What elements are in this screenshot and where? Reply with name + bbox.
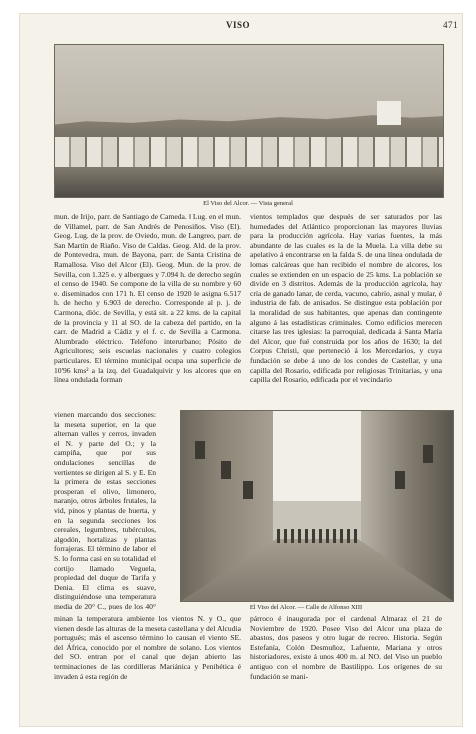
paragraph: minan la temperatura ambiente los vientos N. y O., que vienen desde las alturas de la meseta castellana y del Alcudia portugués; más el ascenso término lo causan el viento SE. del África, conocido por el nombre de solano. Los vientos del SO. entran por el canal que dejan abierto las terminaciones de las cordilleras Mariánica y Penibética é invaden á esta región de [54,614,241,681]
text-column-left [54,212,241,410]
text-column-narrow [54,410,156,610]
street-photo [180,410,454,602]
town-panorama-photo [54,44,444,198]
page-title: VISO [226,20,251,30]
book-page [20,14,462,726]
panorama-caption: El Viso del Alcor. — Vista general [203,200,293,207]
text-bottom-right [250,614,442,724]
paragraph: vienen marcando dos secciones: la meseta superior, en la que alternan valles y cerros, invaden el N. y parte del O.; y la campiña, que por sus ondulaciones sencillas de vertientes se dirigen al S. y E. En la primera de estas secciones prosperan el olivo, limonero, naranjo, otros árboles frutales, la vid, pinos y plantas de huerta, y en la segunda secciones los cereales, legumbres, tubérculos, algodón, hortalizas y plantas forrajeras. El término de labor el S. lo forma casi en su totalidad el cortijo llamado Veguela, propiedad del duque de Tarifa y Denia. El clima es suave, distinguiéndose una temperatura media de 20° C., pues de los 40° [54,410,156,610]
paragraph: mun. de Irijo, parr. de Santiago de Cameda. ‖ Lug. en el mun. de Villamel, parr. de San Andrés de Penosiños. Viso (El). Geog. Lug. de la prov. de Oviedo, mun. de Langreo, parr. de San Martín de Riaño. Viso de Caldas. Geog. Ald. de la prov. de Pontevedra, mun. de Bayona, parr. de Santa Cristina de Ramallosa. Viso del Alcor (El). Geog. Mun. de la prov. de Sevilla, con 1.325 e. y albergues y 7.094 h. de derecho según el censo de 1940. Se compone de la villa de su nombre y 60 e. diseminados con 171 h. El censo de 1920 le asigna 6.517 h. de hecho y 6.903 de derecho. Corresponde al p. j. de Carmona, dióc. de Sevilla, y está sit. a 22 kms. de la capital de la provincia y 11 al SO. de la cabeza del partido, en la carr. de Madrid a Cádiz y el f. c. de Sevilla a Carmona. Alumbrado eléctrico. Teléfono interurbano; Pósito de Agricultores; seis escuelas nacionales y cuatro colegios particulares. El término municipal ocupa una superficie de 10'96 kms² a la izq. del Guadalquivir y los alcores que en línea ondulada forman [54,212,241,385]
text-bottom-left [54,614,241,724]
street-caption: El Viso del Alcor. — Calle de Alfonso XIII [249,604,363,611]
paragraph: vientos templados que después de ser saturados por las humedades del Atlántico proporcionan las mayores lluvias para la producción agrícola. Hay varias fuentes, la más abundante de las cuales es la de la Muela. La villa debe su apelativo á encontrarse en la falda S. de una línea ondulada de lomas calcáreas que han recibido el nombre de alcores, los cuales se extienden en un espacio de 25 kms. La población se divide en 3 distritos. Además de la producción agrícola, hay cría de ganado lanar, de cerda, vacuno, cabrío, asnal y mular, é industria de fab. de anisados. Se distingue esta población por la moralidad de sus habitantes, que apenas dan contingente alguno á las estadísticas criminales. Como edificios merecen citarse las tres iglesias: la parroquial, dedicada á Santa María del Alcor, que fué construida por los años de 1630; la del Corpus Christi, que perteneció á los Mercedarios, y cuya fundación se debe á uno de los condes de Castellar, y una capilla del Rosario, edificada por religiosas Trinitarias, y una capilla del Rosario, edificada por el vecindario [250,212,442,385]
text-column-right [250,212,442,410]
paragraph: párroco é inaugurada por el cardenal Almaraz el 21 de Noviembre de 1920. Posee Viso del Alcor una plaza de abastos, dos paseos y otro lugar de recreo. Historia. Según Estefanía, Colón Desmuñoz, Lafuente, Mariana y otros historiadores, existe á unos 400 m. al NO. del Viso un pueblo antiguo con el nombre de Bastilippo. Los orígenes de su fundación se mani- [250,614,442,681]
page-number: 471 [443,20,458,30]
running-head [20,20,462,34]
